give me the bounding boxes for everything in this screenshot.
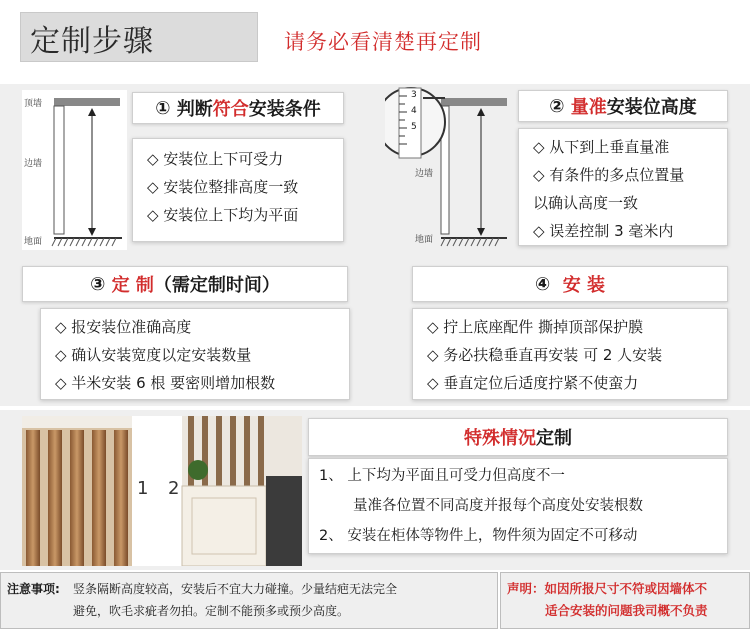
special-item: 2、 安装在柜体等物件上，物件须为固定不可移动 [319,528,638,544]
step2-heading [518,90,728,122]
step1-item: ◇ 安装位上下均为平面 [147,206,299,224]
notes-line2: 避免，吹毛求疵者勿拍。定制不能预多或预少高度。 [73,604,350,618]
step3-item: ◇ 报安装位准确高度 [55,318,192,336]
step2-title-red: 量准 [570,97,607,118]
declaration-line2: 适合安装的问题我司概不负责 [545,603,708,618]
ruler-mark: 3 [411,90,417,100]
step2-title-post: 安装位高度 [606,97,697,118]
step4-heading [412,266,728,302]
special-item: 量准各位置不同高度并报每个高度处安装根数 [353,498,643,514]
notes-label: 注意事项: [7,582,60,596]
photo-label: 2 [168,478,180,499]
floor-label: 地面 [24,237,43,247]
step3-heading [22,266,348,302]
step2-diagram [385,82,510,250]
step3-title-red: 定 制 [111,275,154,296]
step1-title-red: 符合 [212,99,249,120]
step1-body [132,138,344,242]
special-title-post: 定制 [536,428,572,449]
declaration-box [500,572,750,629]
step3-number: ③ [90,273,106,295]
step1-item: ◇ 安装位上下可受力 [147,150,284,168]
page-title: 定制步骤 [30,24,154,59]
side-wall-label: 边墙 [24,159,43,169]
step4-body [412,308,728,400]
special-heading [308,418,728,456]
step1-diagram [22,90,127,250]
step4-item: ◇ 拧上底座配件 撕掉顶部保护膜 [427,318,644,336]
notes-box [0,572,498,629]
page-header [0,0,750,78]
ruler-mark: 5 [411,122,417,132]
step2-item: 以确认高度一致 [533,194,639,212]
step2-number: ② [549,95,565,117]
ruler-mark: 4 [411,106,417,116]
ceiling-label: 顶墙 [24,99,43,109]
step1-number: ① [155,97,171,119]
step4-number: ④ [534,273,551,295]
side-wall-label: 边墙 [415,169,434,179]
step1-title-pre: 判断 [176,99,213,120]
step3-title-post: （需定制时间） [153,275,280,296]
measure-diagram [385,82,510,250]
step4-title-red: 安 装 [562,275,606,296]
special-title-red: 特殊情况 [464,428,536,449]
step4-item: ◇ 垂直定位后适度拧紧不使蛮力 [427,374,639,392]
step1-item: ◇ 安装位整排高度一致 [147,178,299,196]
step1-heading [132,92,344,124]
step3-item: ◇ 半米安装 6 根 要密则增加根数 [55,374,276,392]
step2-item: ◇ 从下到上垂直量准 [533,138,670,156]
step3-item: ◇ 确认安装宽度以定安装数量 [55,346,252,364]
partition-photos [22,416,302,566]
page-subtitle: 请务必看清楚再定制 [284,30,482,54]
step4-item: ◇ 务必扶稳垂直再安装 可 2 人安装 [427,346,663,364]
step1-title-post: 安装条件 [248,99,321,120]
special-item: 1、 上下均为平面且可受力但高度不一 [319,468,565,484]
step2-body [518,128,728,246]
declaration-line1: 声明：如因所报尺寸不符或因墙体不 [507,581,708,596]
step2-item: ◇ 误差控制 3 毫米内 [533,222,674,240]
floor-label: 地面 [415,235,434,245]
step2-item: ◇ 有条件的多点位置量 [533,166,685,184]
special-body [308,458,728,554]
step3-body [40,308,350,400]
notes-line1: 竖条隔断高度较高，安装后不宜大力碰撞。少量结疤无法完全 [73,582,398,596]
special-photos [22,416,302,566]
photo-label: 1 [137,478,149,499]
wall-height-diagram [22,90,127,250]
